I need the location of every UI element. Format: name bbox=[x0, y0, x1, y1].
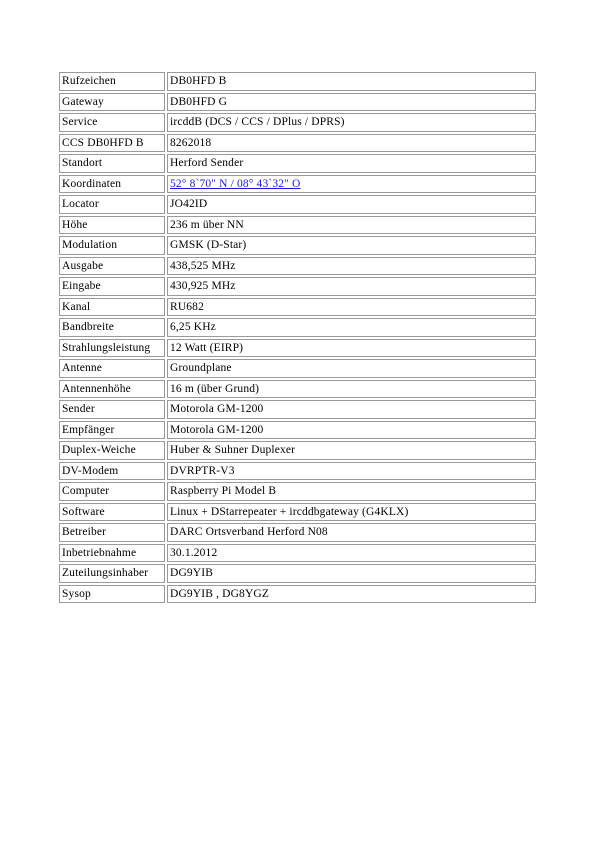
table-row bbox=[59, 482, 536, 501]
table-row bbox=[59, 154, 536, 173]
row-label: Gateway bbox=[59, 93, 165, 112]
row-value: 12 Watt (EIRP) bbox=[167, 339, 536, 358]
row-label: Antenne bbox=[59, 359, 165, 378]
row-value: Groundplane bbox=[167, 359, 536, 378]
row-label: CCS DB0HFD B bbox=[59, 134, 165, 153]
row-label: Koordinaten bbox=[59, 175, 165, 194]
coordinates-link[interactable]: 52° 8`70" N / 08° 43`32" O bbox=[170, 177, 301, 190]
row-value: 8262018 bbox=[167, 134, 536, 153]
row-value: ircddB (DCS / CCS / DPlus / DPRS) bbox=[167, 113, 536, 132]
row-label: Modulation bbox=[59, 236, 165, 255]
table-row bbox=[59, 93, 536, 112]
row-label: Bandbreite bbox=[59, 318, 165, 337]
row-value: RU682 bbox=[167, 298, 536, 317]
row-label: Kanal bbox=[59, 298, 165, 317]
row-value: 430,925 MHz bbox=[167, 277, 536, 296]
table-row bbox=[59, 462, 536, 481]
row-label: Locator bbox=[59, 195, 165, 214]
table-row bbox=[59, 400, 536, 419]
row-label: Eingabe bbox=[59, 277, 165, 296]
table-row bbox=[59, 380, 536, 399]
table-row bbox=[59, 523, 536, 542]
row-value: Herford Sender bbox=[167, 154, 536, 173]
table-row bbox=[59, 441, 536, 460]
repeater-info-table bbox=[57, 70, 538, 605]
row-value: 6,25 KHz bbox=[167, 318, 536, 337]
table-row bbox=[59, 195, 536, 214]
row-value: JO42ID bbox=[167, 195, 536, 214]
row-label: DV-Modem bbox=[59, 462, 165, 481]
row-value: DB0HFD G bbox=[167, 93, 536, 112]
table-row bbox=[59, 544, 536, 563]
row-label: Sysop bbox=[59, 585, 165, 604]
row-value: DG9YIB , DG8YGZ bbox=[167, 585, 536, 604]
table-row bbox=[59, 421, 536, 440]
row-label: Sender bbox=[59, 400, 165, 419]
table-row bbox=[59, 585, 536, 604]
row-label: Standort bbox=[59, 154, 165, 173]
table-row bbox=[59, 257, 536, 276]
row-value: Linux + DStarrepeater + ircddbgateway (G4KLX) bbox=[167, 503, 536, 522]
table-row bbox=[59, 318, 536, 337]
row-label: Service bbox=[59, 113, 165, 132]
row-value: 16 m (über Grund) bbox=[167, 380, 536, 399]
row-value: DB0HFD B bbox=[167, 72, 536, 91]
row-label: Rufzeichen bbox=[59, 72, 165, 91]
table-row bbox=[59, 134, 536, 153]
row-label: Antennenhöhe bbox=[59, 380, 165, 399]
row-value: 438,525 MHz bbox=[167, 257, 536, 276]
row-value: 236 m über NN bbox=[167, 216, 536, 235]
table-row bbox=[59, 564, 536, 583]
row-label: Strahlungsleistung bbox=[59, 339, 165, 358]
row-label: Empfänger bbox=[59, 421, 165, 440]
row-value: Motorola GM-1200 bbox=[167, 421, 536, 440]
table-row bbox=[59, 72, 536, 91]
table-row bbox=[59, 359, 536, 378]
row-label: Ausgabe bbox=[59, 257, 165, 276]
row-value: DG9YIB bbox=[167, 564, 536, 583]
row-label: Computer bbox=[59, 482, 165, 501]
table-row bbox=[59, 339, 536, 358]
table-row bbox=[59, 277, 536, 296]
table-row bbox=[59, 175, 536, 194]
row-label: Software bbox=[59, 503, 165, 522]
row-value-cell bbox=[167, 175, 536, 194]
row-label: Inbetriebnahme bbox=[59, 544, 165, 563]
table-row bbox=[59, 236, 536, 255]
row-label: Zuteilungsinhaber bbox=[59, 564, 165, 583]
row-value: GMSK (D-Star) bbox=[167, 236, 536, 255]
table-row bbox=[59, 113, 536, 132]
row-value: 30.1.2012 bbox=[167, 544, 536, 563]
row-value: Motorola GM-1200 bbox=[167, 400, 536, 419]
row-label: Höhe bbox=[59, 216, 165, 235]
repeater-info-table-body bbox=[59, 72, 536, 603]
row-label: Duplex-Weiche bbox=[59, 441, 165, 460]
row-label: Betreiber bbox=[59, 523, 165, 542]
table-row bbox=[59, 298, 536, 317]
row-value: Huber & Suhner Duplexer bbox=[167, 441, 536, 460]
row-value: Raspberry Pi Model B bbox=[167, 482, 536, 501]
row-value: DVRPTR-V3 bbox=[167, 462, 536, 481]
row-value: DARC Ortsverband Herford N08 bbox=[167, 523, 536, 542]
table-row bbox=[59, 503, 536, 522]
table-row bbox=[59, 216, 536, 235]
